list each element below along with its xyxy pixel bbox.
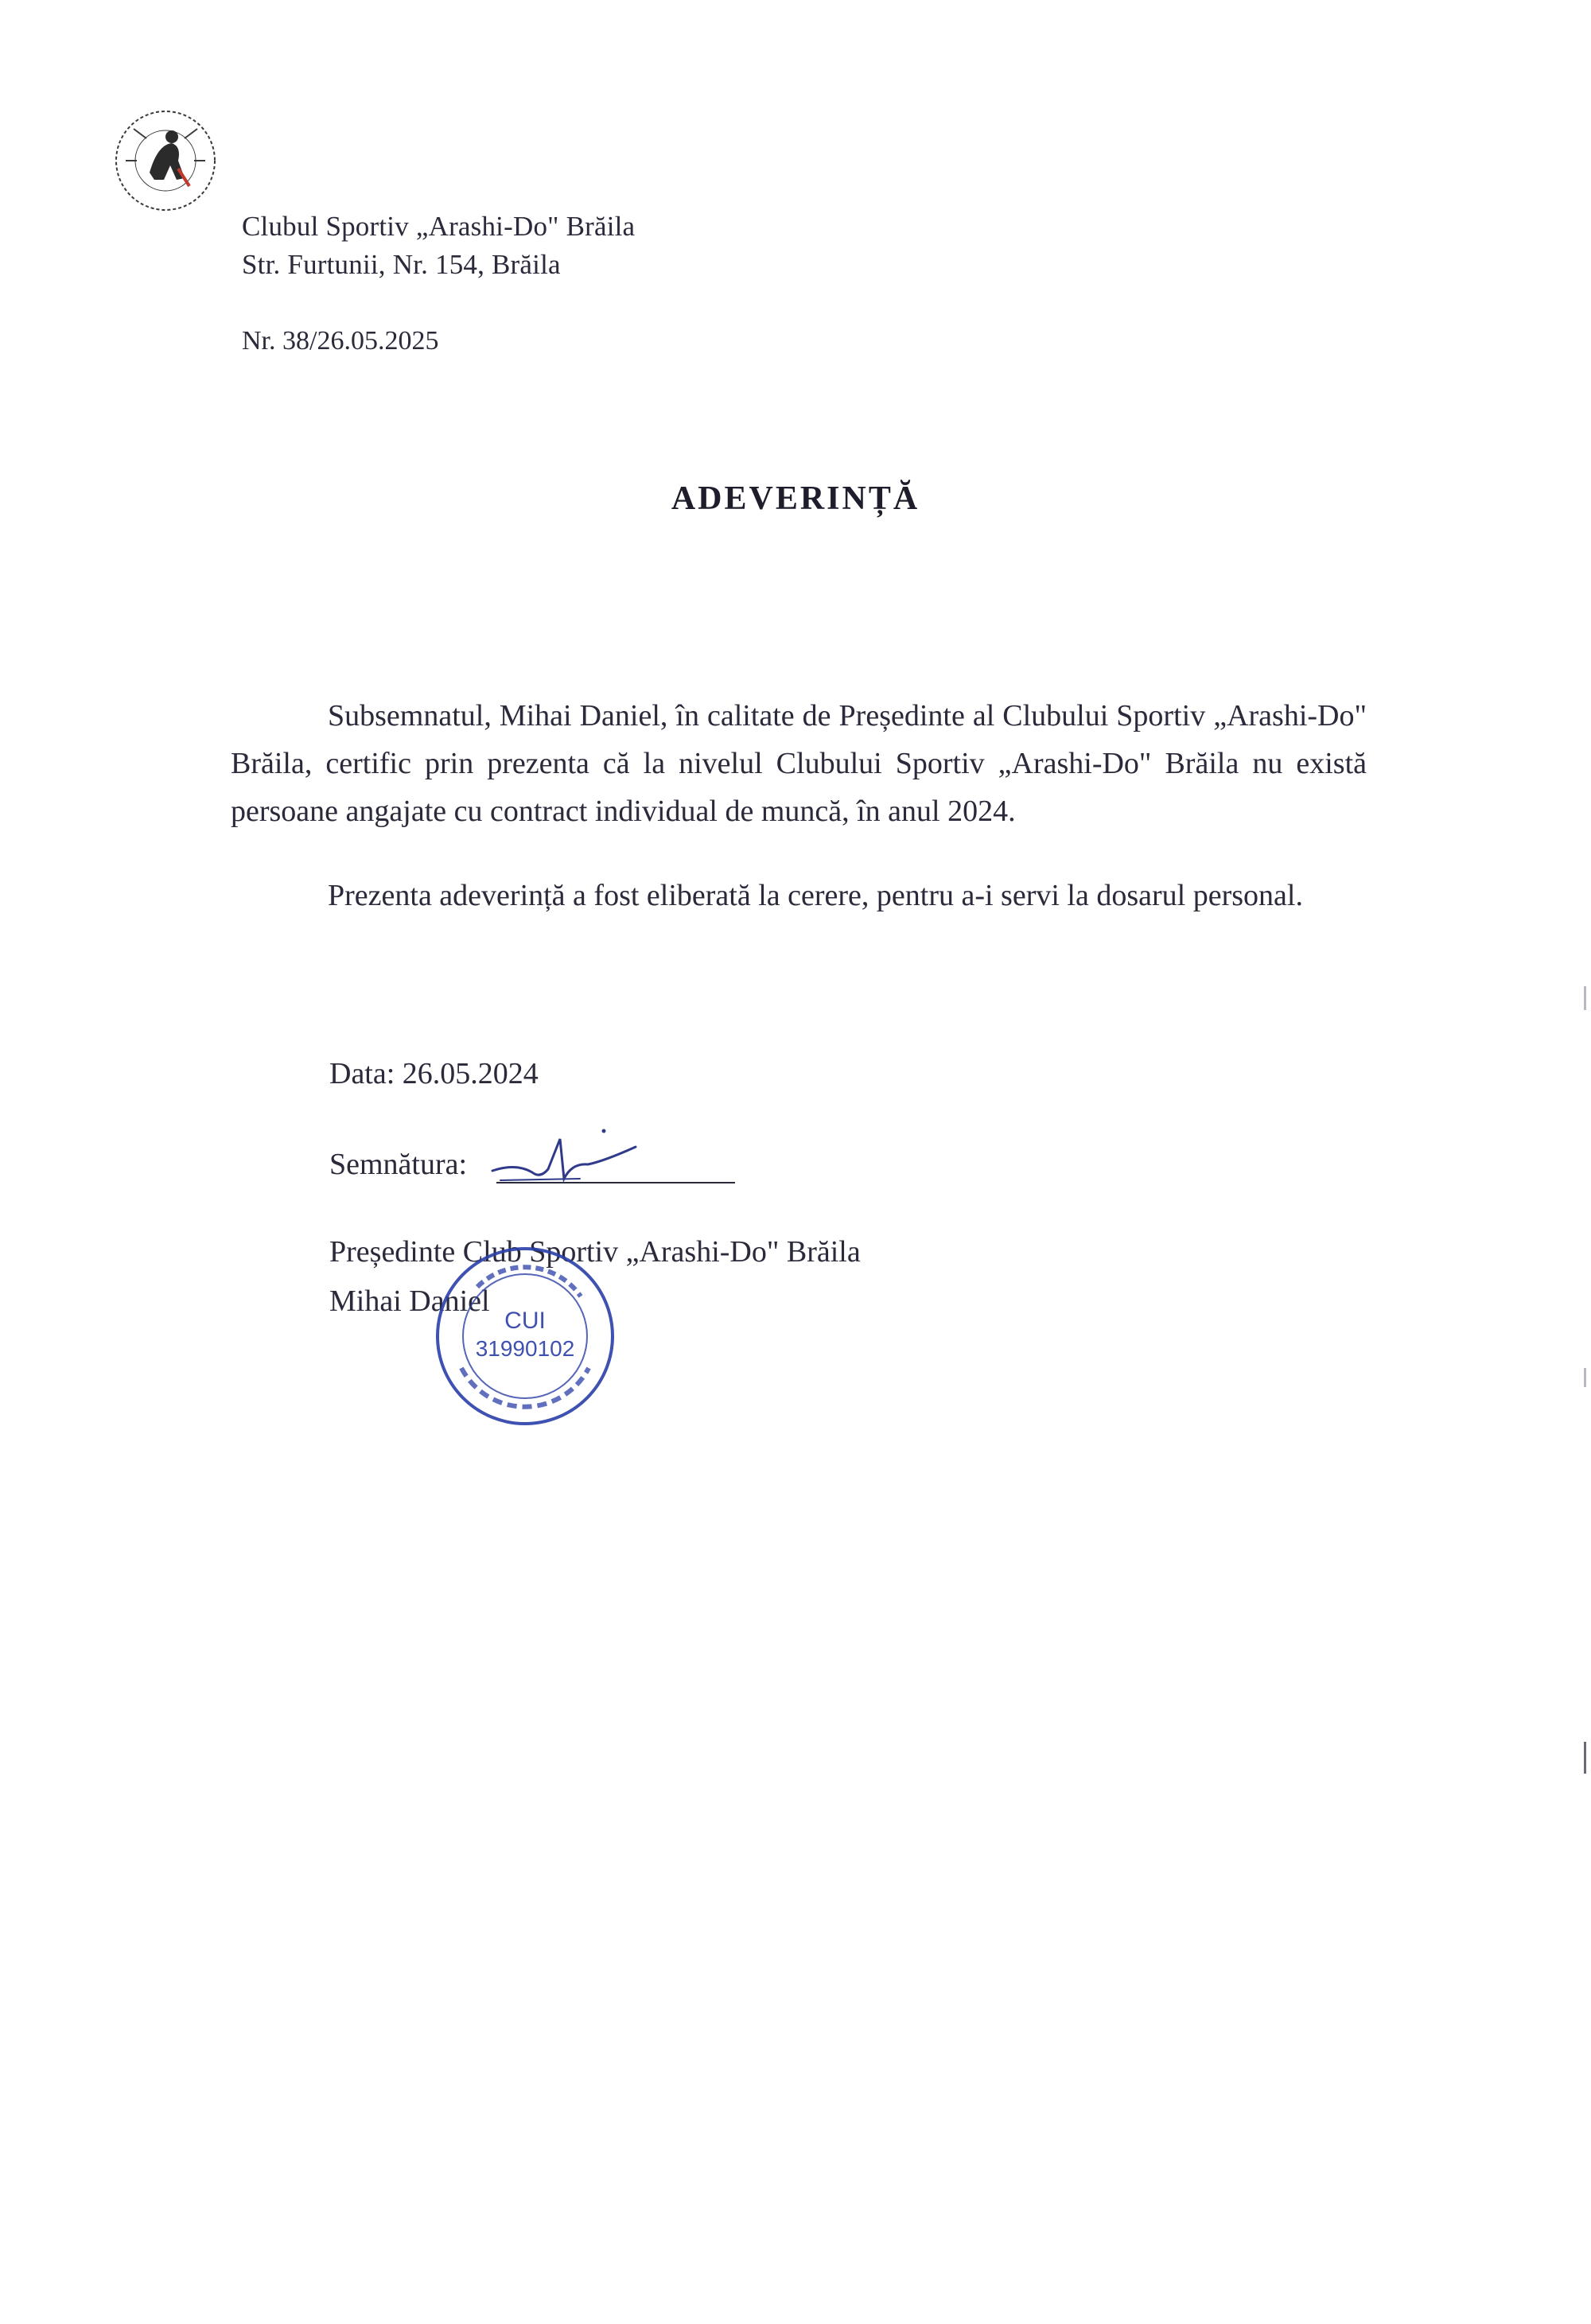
handwritten-signature-icon bbox=[484, 1115, 644, 1195]
signature-label: Semnătura: bbox=[329, 1148, 468, 1181]
body-paragraph-2: Prezenta adeverință a fost eliberată la cerere, pentru a-i servi la dosarul personal. bbox=[328, 879, 1303, 912]
club-name: Clubul Sportiv „Arashi-Do" Brăila bbox=[242, 211, 636, 242]
scan-mark bbox=[1584, 1742, 1586, 1774]
scan-mark bbox=[1584, 986, 1586, 1010]
date-line: Data: 26.05.2024 bbox=[329, 1057, 539, 1090]
signature-line bbox=[329, 1147, 467, 1182]
stamp-cui-number: 31990102 bbox=[475, 1336, 575, 1361]
official-stamp-icon bbox=[430, 1241, 620, 1432]
registration-number: Nr. 38/26.05.2025 bbox=[242, 326, 439, 356]
club-address: Str. Furtunii, Nr. 154, Brăila bbox=[242, 249, 561, 280]
stamp-cui-label: CUI bbox=[504, 1308, 546, 1334]
club-logo-icon bbox=[102, 97, 229, 224]
body-paragraph-1: Subsemnatul, Mihai Daniel, în calitate de Președinte al Clubului Sportiv „Arashi-Do" Brăila, certific prin prezenta că la nivelul Clubului Sportiv „Arashi-Do" Brăila nu există persoane angajate cu contract individual de muncă, în anul 2024. bbox=[231, 699, 1367, 828]
president-name: Mihai Daniel bbox=[329, 1284, 490, 1318]
document-title: ADEVERINȚĂ bbox=[671, 480, 920, 517]
president-title: Președinte Club Sportiv „Arashi-Do" Brăila bbox=[329, 1235, 861, 1269]
scan-mark bbox=[1584, 1368, 1586, 1387]
